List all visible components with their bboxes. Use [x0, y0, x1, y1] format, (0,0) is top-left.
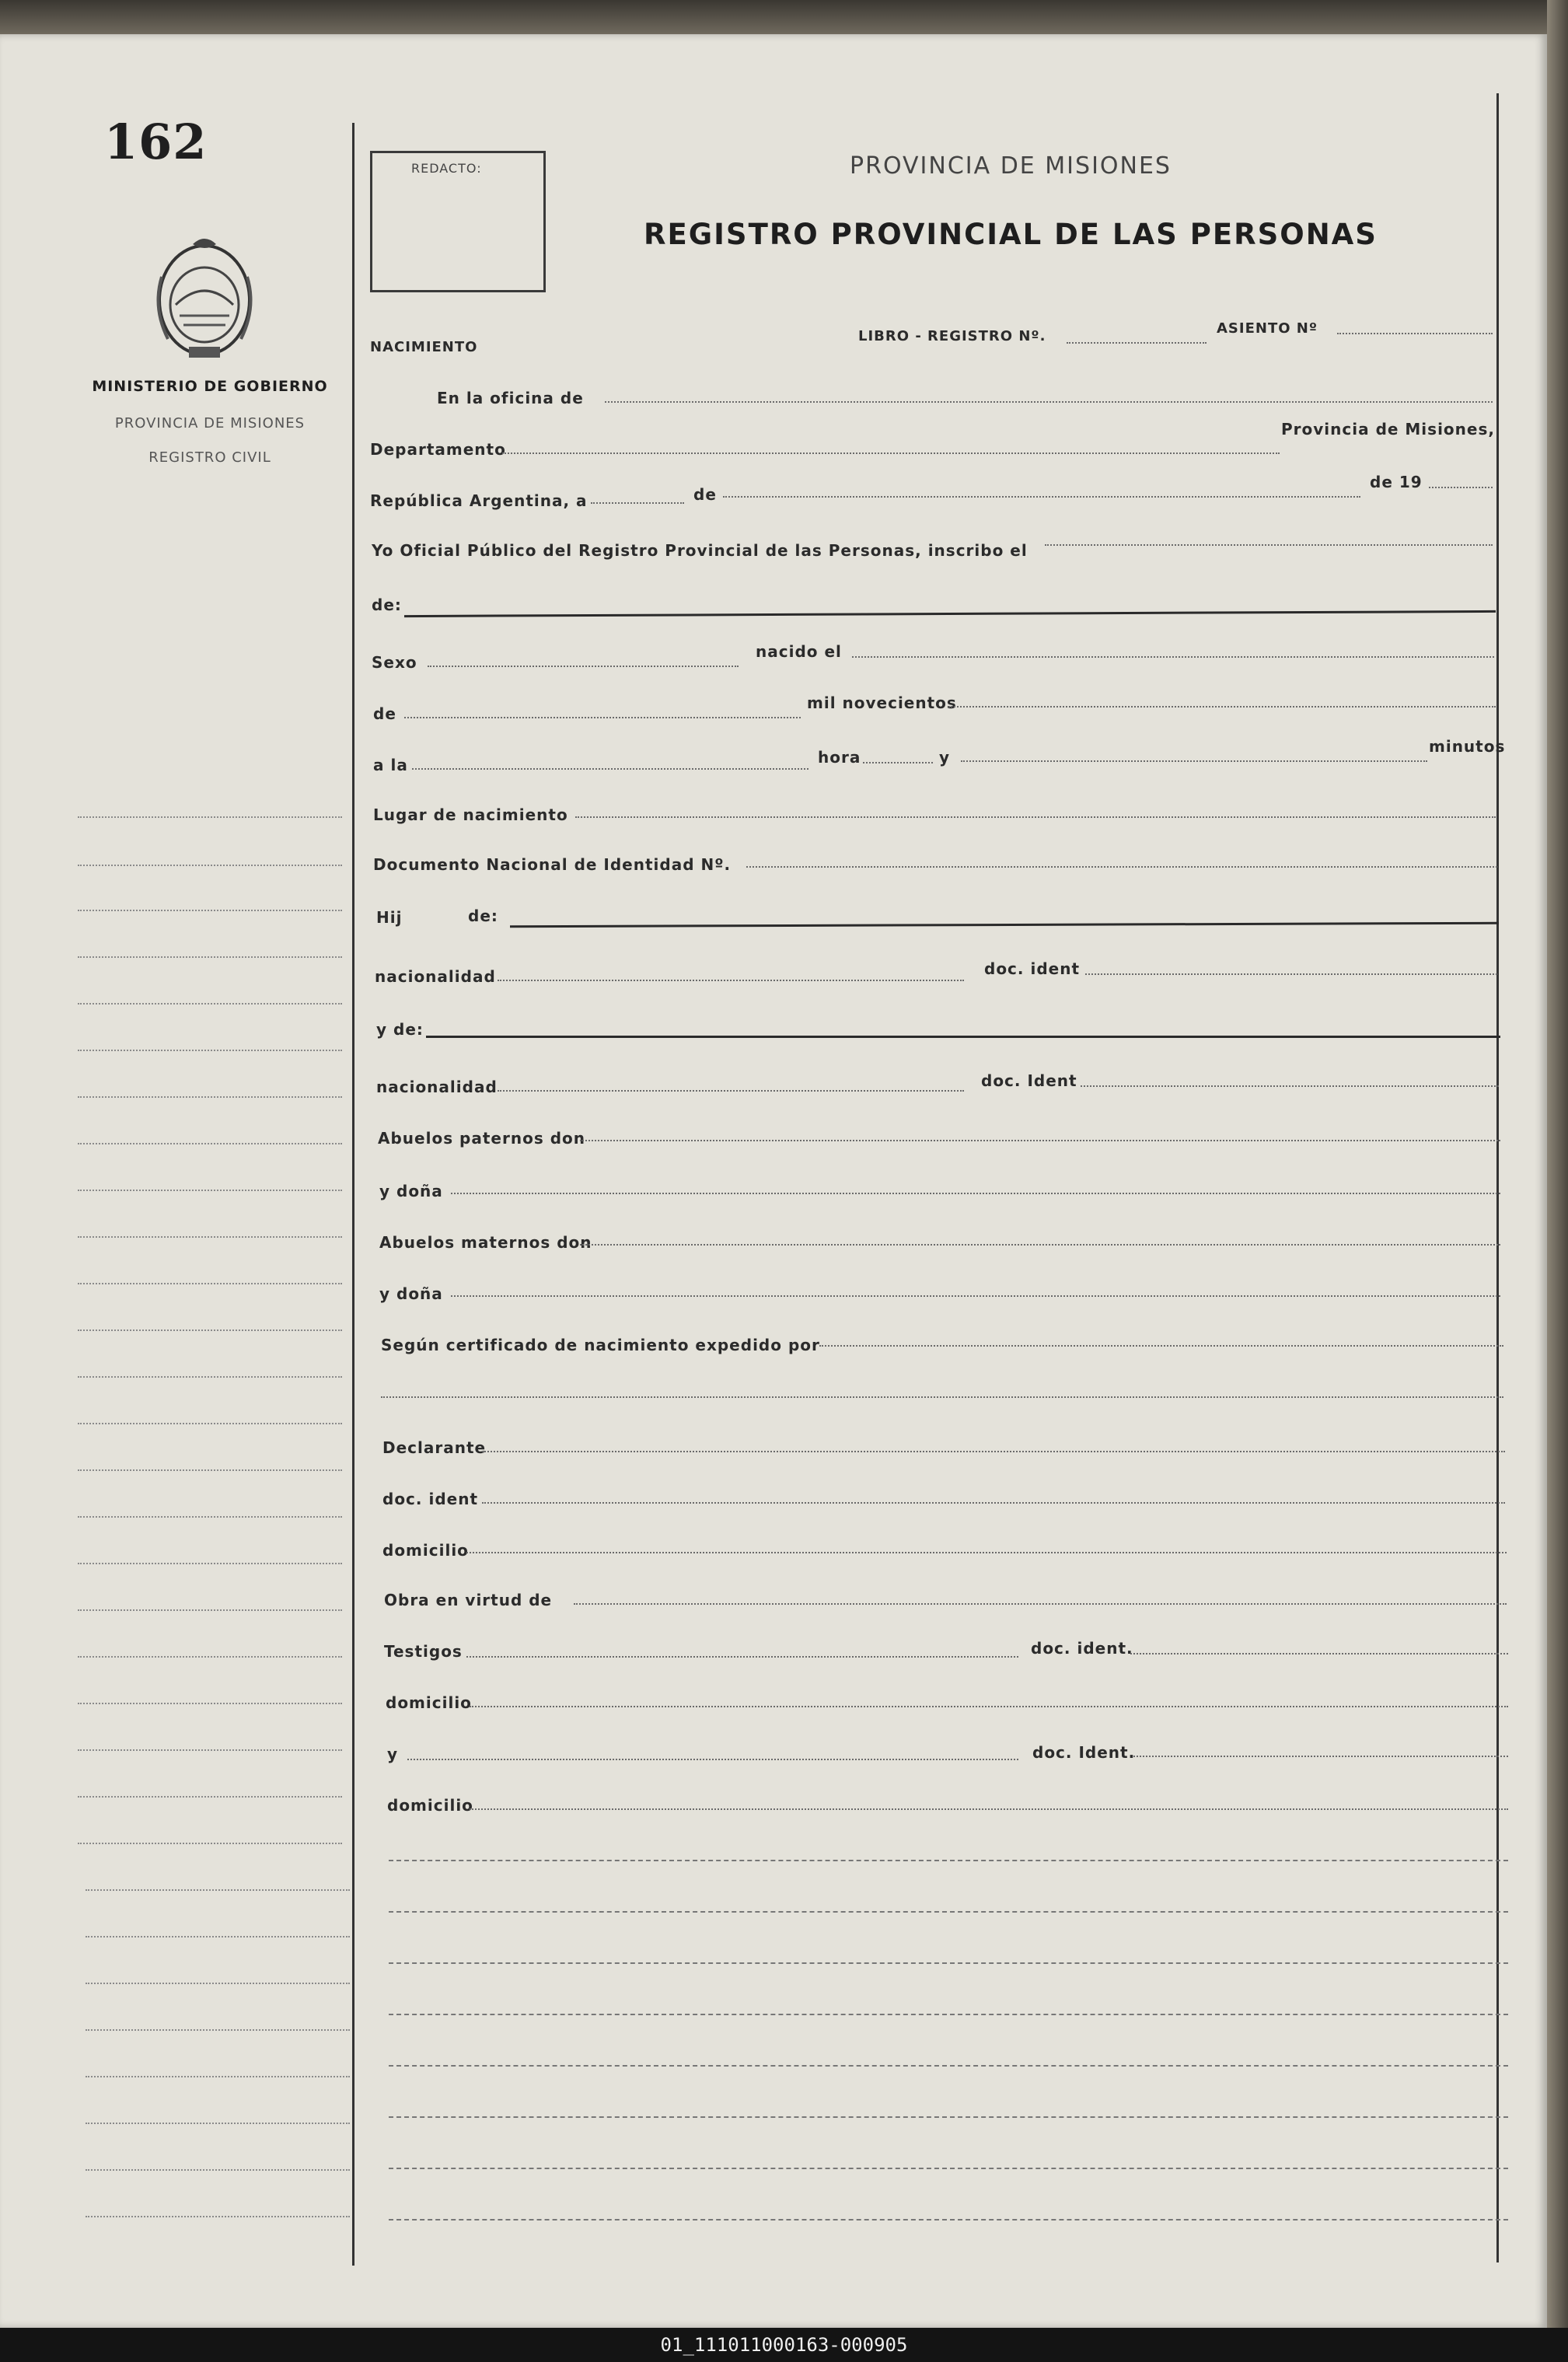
ministry-title: MINISTERIO DE GOBIERNO [92, 378, 328, 395]
nacionalidad-mother-label: nacionalidad [376, 1078, 498, 1096]
minutos-label: minutos [1429, 737, 1506, 756]
domicilio-declarante-label: domicilio [382, 1541, 469, 1560]
docident-mother-field[interactable] [1081, 1085, 1499, 1087]
y-dona-materna-label: y doña [379, 1284, 443, 1303]
margin-rule-left [352, 123, 354, 2266]
testigo1-field[interactable] [466, 1656, 1018, 1658]
name-de-label: de: [372, 596, 402, 614]
departamento-label: Departamento [370, 440, 506, 459]
folio-number: 162 [104, 114, 208, 170]
domicilio-testigo2-field[interactable] [470, 1808, 1508, 1810]
scan-id: 01_111011000163-000905 [660, 2334, 908, 2356]
de-19-label: de 19 [1370, 473, 1423, 491]
asiento-field[interactable] [1337, 333, 1493, 334]
scan-footer [0, 2328, 1568, 2362]
province-heading: PROVINCIA DE MISIONES [850, 152, 1172, 180]
hour-field[interactable] [412, 768, 808, 770]
y-de-label: y de: [376, 1020, 424, 1039]
docident-declarante-label: doc. ident [382, 1490, 479, 1508]
docident-testigo1-field[interactable] [1130, 1653, 1508, 1654]
mil-novecientos-label: mil novecientos [807, 694, 957, 712]
month-field[interactable] [723, 496, 1360, 498]
oficial-statement: Yo Oficial Público del Registro Provincial de las Personas, inscribo el [372, 541, 1028, 560]
nacimiento-label: NACIMIENTO [370, 339, 478, 355]
domicilio-testigo2-label: domicilio [387, 1796, 473, 1815]
nacionalidad-father-field[interactable] [498, 980, 964, 981]
abuelo-materno-field[interactable] [580, 1244, 1500, 1246]
docident-testigo2-field[interactable] [1133, 1756, 1508, 1757]
hij-de-label: de: [468, 907, 498, 925]
y-testigo2-label: y [387, 1745, 399, 1763]
y-label: y [939, 748, 951, 767]
testigo2-field[interactable] [407, 1759, 1018, 1760]
abuelo-paterno-field[interactable] [580, 1140, 1500, 1141]
republica-label: República Argentina, a [370, 491, 588, 510]
registry-heading: REGISTRO PROVINCIAL DE LAS PERSONAS [644, 218, 1378, 251]
abuela-materna-field[interactable] [451, 1295, 1500, 1297]
nacido-label: nacido el [756, 642, 842, 661]
abuelos-paternos-label: Abuelos paternos don [378, 1129, 586, 1148]
sexo-field[interactable] [428, 666, 739, 667]
abuela-paterna-field[interactable] [451, 1193, 1500, 1194]
minutes-field[interactable] [961, 760, 1427, 762]
asiento-label: ASIENTO Nº [1217, 320, 1318, 337]
year-field[interactable] [1429, 487, 1493, 488]
abuelos-maternos-label: Abuelos maternos don [379, 1233, 592, 1252]
birth-year-field[interactable] [948, 706, 1496, 708]
lugar-field[interactable] [575, 816, 1496, 818]
margin-rule-right [1496, 93, 1499, 2262]
docident-father-label: doc. ident [984, 959, 1081, 978]
provincia-misiones-label: Provincia de Misiones, [1281, 420, 1495, 439]
domicilio-testigo1-field[interactable] [470, 1706, 1508, 1707]
oficina-field[interactable] [605, 401, 1493, 403]
nacionalidad-mother-field[interactable] [498, 1090, 964, 1092]
lugar-label: Lugar de nacimiento [373, 805, 568, 824]
docident-father-field[interactable] [1085, 973, 1497, 975]
segun-certificado-label: Según certificado de nacimiento expedido por [381, 1336, 820, 1354]
certificado-continuation-field[interactable] [381, 1396, 1503, 1398]
documento-field[interactable] [746, 866, 1497, 868]
docident-declarante-field[interactable] [482, 1502, 1505, 1504]
redacto-box[interactable] [370, 151, 546, 292]
docident-testigo2-label: doc. Ident. [1032, 1743, 1136, 1762]
declarante-field[interactable] [482, 1451, 1505, 1452]
inscribe-field[interactable] [1045, 544, 1493, 546]
birth-month-field[interactable] [404, 717, 801, 718]
docident-mother-label: doc. Ident [981, 1071, 1077, 1090]
certificado-field[interactable] [819, 1345, 1503, 1347]
provincial-crest-icon [145, 230, 264, 364]
birth-de-label: de [373, 704, 396, 723]
book-edge [1547, 0, 1568, 2328]
civil-registry-subtitle: REGISTRO CIVIL [148, 449, 271, 466]
de-month-label: de [693, 485, 717, 504]
domicilio-testigo1-label: domicilio [386, 1693, 472, 1712]
sexo-label: Sexo [372, 653, 417, 672]
redacto-label: REDACTO: [411, 161, 482, 176]
obra-label: Obra en virtud de [384, 1591, 553, 1609]
domicilio-declarante-field[interactable] [466, 1552, 1507, 1553]
oficina-label: En la oficina de [437, 389, 584, 407]
libro-registro-label: LIBRO - REGISTRO Nº. [858, 328, 1046, 344]
docident-testigo1-label: doc. ident. [1031, 1639, 1133, 1658]
day-field[interactable] [591, 502, 684, 504]
hij-label: Hij [376, 908, 403, 927]
mother-name-field[interactable] [426, 1036, 1500, 1038]
province-subtitle: PROVINCIA DE MISIONES [114, 415, 306, 432]
a-la-label: a la [373, 756, 408, 774]
hora-label: hora [818, 748, 861, 767]
nacionalidad-father-label: nacionalidad [375, 967, 496, 986]
declarante-label: Declarante [382, 1438, 487, 1457]
nacido-field[interactable] [852, 656, 1494, 658]
documento-label: Documento Nacional de Identidad Nº. [373, 855, 732, 874]
testigos-label: Testigos [384, 1642, 463, 1661]
obra-field[interactable] [574, 1603, 1507, 1605]
hora-gap-field[interactable] [863, 762, 933, 763]
libro-registro-field[interactable] [1067, 342, 1207, 344]
departamento-field[interactable] [502, 452, 1280, 454]
y-dona-paterna-label: y doña [379, 1182, 443, 1200]
